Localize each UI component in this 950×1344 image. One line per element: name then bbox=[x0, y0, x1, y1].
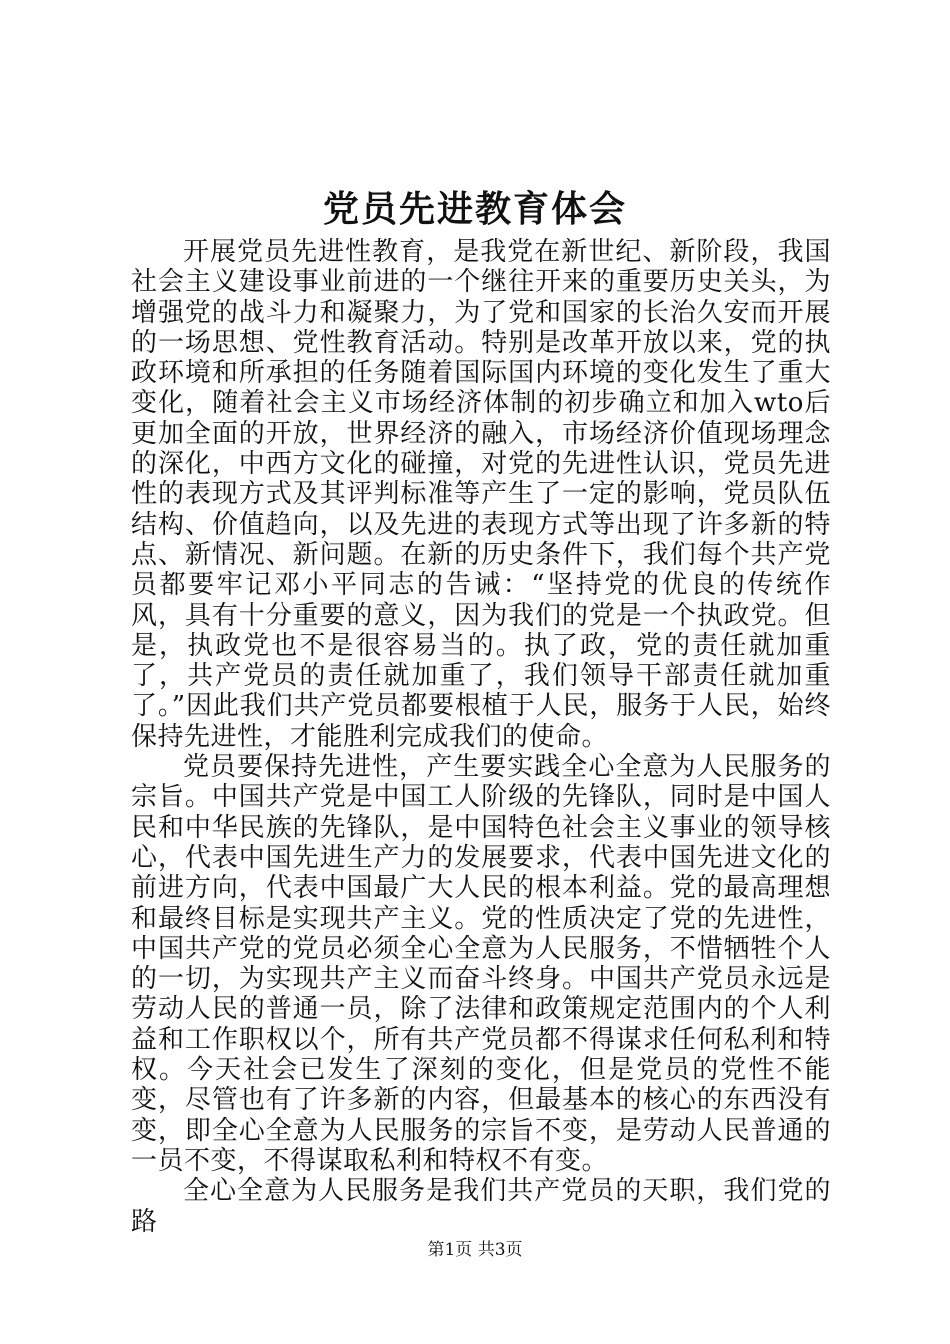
page-title: 党员先进教育体会 bbox=[322, 188, 627, 230]
paragraph-2: 党员要保持先进性，产生要实践全心全意为人民服务的宗旨。中国共产党是中国工人阶级的先锋队，同时是中国人民和中华民族的先锋队，是中国特色社会主义事业的领导核心，代表中国先进生产力的发展要求，代表中国先进文化的前进方向，代表中国最广大人民的根本利益。党的最高理想和最终目标是实现共产主义。党的性质决定了党的先进性，中国共产党的党员必须全心全意为人民服务，不惜牺牲个人的一切，为实现共产主义而奋斗终身。中国共产党员永远是劳动人民的普通一员，除了法律和政策规定范围内的个人利益和工作职权以个，所有共产党员都不得谋求任何私利和特权。今天社会已发生了深刻的变化，但是党员的党性不能变，尽管也有了许多新的内容，但最基本的核心的东西没有变，即全心全意为人民服务的宗旨不变，是劳动人民普通的一员不变，不得谋取私利和特权不有变。 bbox=[131, 752, 831, 1176]
document-body bbox=[131, 237, 831, 1237]
paragraph-3: 全心全意为人民服务是我们共产党员的天职，我们党的路 bbox=[131, 1176, 831, 1237]
page-footer: 第1页 共3页 bbox=[427, 1240, 523, 1260]
paragraph-1: 开展党员先进性教育，是我党在新世纪、新阶段，我国社会主义建设事业前进的一个继往开来的重要历史关头，为增强党的战斗力和凝聚力，为了党和国家的长治久安而开展的一场思想、党性教育活动。特别是改革开放以来，党的执政环境和所承担的任务随着国际国内环境的变化发生了重大变化，随着社会主义市场经济体制的初步确立和加入wto后更加全面的开放，世界经济的融入，市场经济价值现场理念的深化，中西方文化的碰撞，对党的先进性认识，党员先进性的表现方式及其评判标准等产生了一定的影响，党员队伍结构、价值趋向，以及先进的表现方式等出现了许多新的特点、新情况、新问题。在新的历史条件下，我们每个共产党员都要牢记邓小平同志的告诫：“坚持党的优良的传统作风，具有十分重要的意义，因为我们的党是一个执政党。但是，执政党也不是很容易当的。执了政，党的责任就加重了，共产党员的责任就加重了，我们领导干部责任就加重了。”因此我们共产党员都要根植于人民，服务于人民，始终保持先进性，才能胜利完成我们的使命。 bbox=[131, 237, 831, 752]
